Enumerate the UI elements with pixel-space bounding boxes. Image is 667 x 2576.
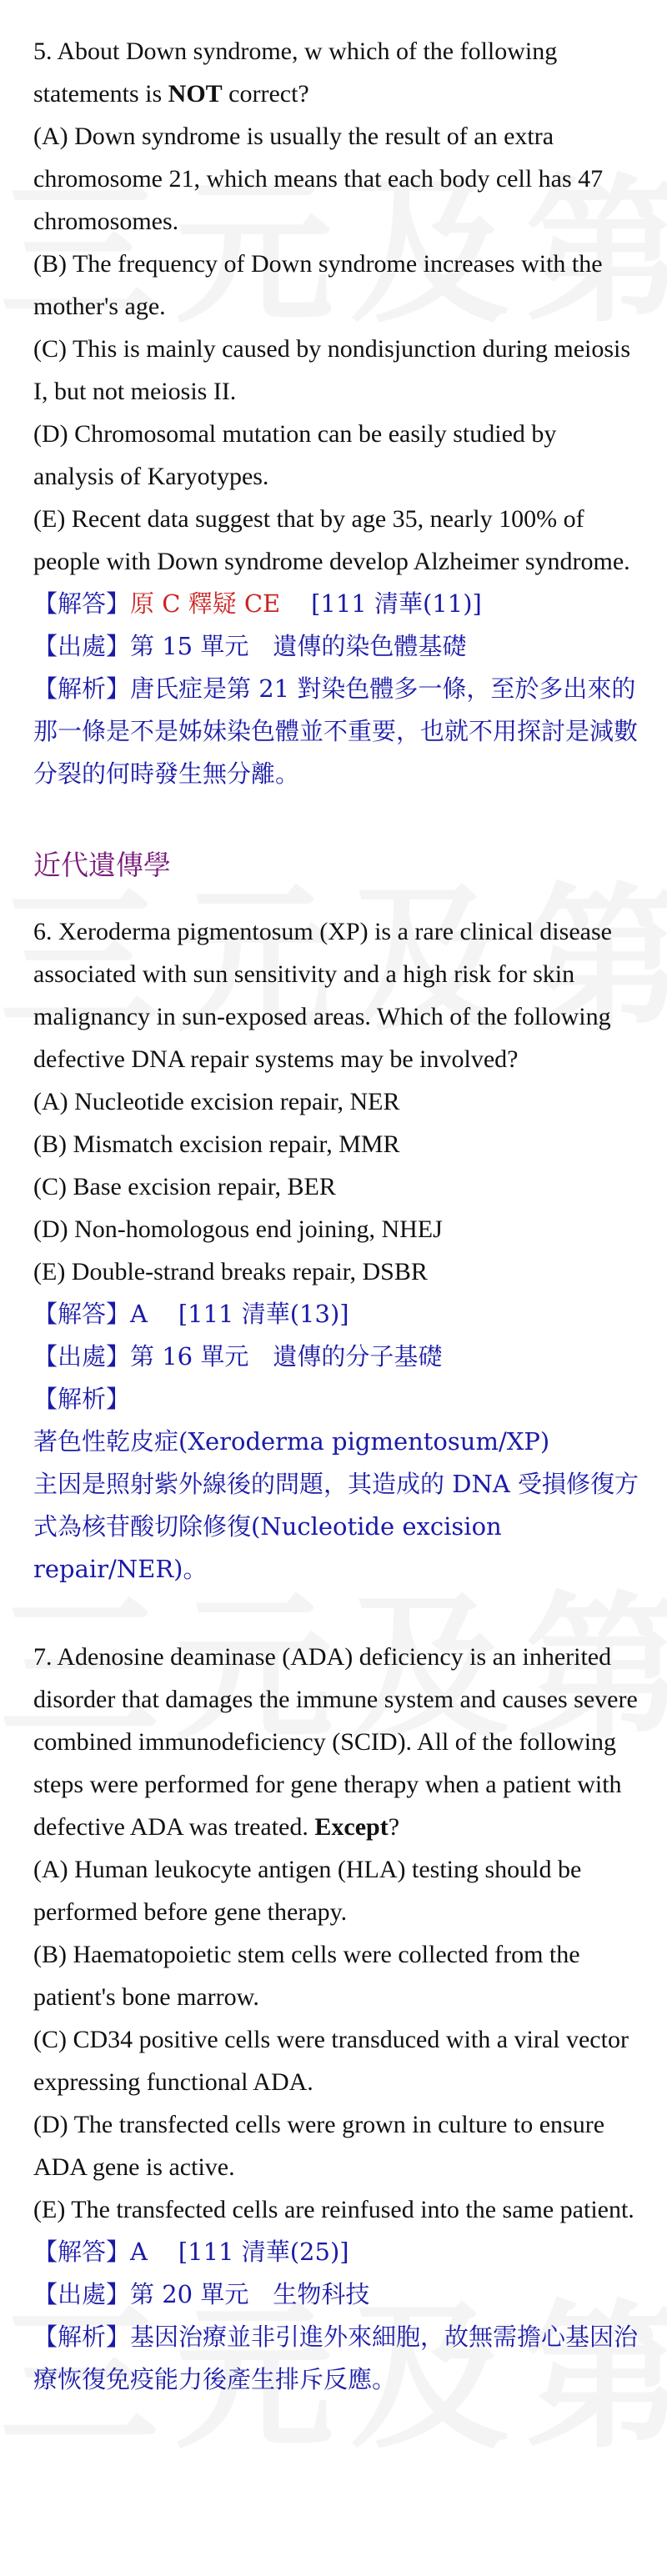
question-7 <box>33 1636 642 2401</box>
question-stem: 5. About Down syndrome, w which of the following statements is NOT correct? <box>33 38 558 108</box>
answer-value: 原 C 釋疑 CE <box>130 589 281 618</box>
option-d: (D) The transfected cells were grown in culture to ensure ADA gene is active. <box>33 2111 605 2181</box>
question-stem: 7. Adenosine deaminase (ADA) deficiency is an inherited disorder that damages the immune system and causes severe combined immunodeficiency (SCID). All of the following steps were performed for gene therapy when a patient with defective ADA was treated. Except? <box>33 1643 638 1841</box>
explanation: 【解析】基因治療並非引進外來細胞，故無需擔心基因治療恢復免疫能力後產生排斥反應。 <box>33 2323 639 2393</box>
option-a: (A) Down syndrome is usually the result of an extra chromosome 21, which means that each body cell has 47 chromosomes. <box>33 123 604 235</box>
answer-value: A <box>130 2238 148 2266</box>
option-c: (C) This is mainly caused by nondisjunction during meiosis I, but not meiosis II. <box>33 335 631 405</box>
explanation: 【解析】唐氏症是第 21 對染色體多一條，至於多出來的那一條是不是姊妹染色體並不重要，也就不用探討是減數分裂的何時發生無分離。 <box>33 674 639 788</box>
option-b: (B) Haematopoietic stem cells were collected from the patient's bone marrow. <box>33 1941 580 2011</box>
option-d: (D) Chromosomal mutation can be easily studied by analysis of Karyotypes. <box>33 420 557 490</box>
source-line: 【出處】第 15 單元 遺傳的染色體基礎 <box>33 632 467 660</box>
option-a: (A) Human leukocyte antigen (HLA) testing should be performed before gene therapy. <box>33 1856 582 1926</box>
question-5 <box>33 30 642 795</box>
option-b: (B) Mismatch excision repair, MMR <box>33 1130 400 1158</box>
option-e: (E) Recent data suggest that by age 35, nearly 100% of people with Down syndrome develop Alzheimer syndrome. <box>33 505 630 575</box>
explanation-label: 【解析】 <box>33 1385 131 1413</box>
question-stem: 6. Xeroderma pigmentosum (XP) is a rare clinical disease associated with sun sensitivity and a high risk for skin malignancy in sun-exposed areas. Which of the following defective DNA repair systems may be involved? <box>33 918 612 1073</box>
question-6 <box>33 910 642 1591</box>
explanation: 主因是照射紫外線後的問題，其造成的 DNA 受損修復方式為核苷酸切除修復(Nucleotide excision repair/NER)。 <box>33 1470 639 1583</box>
option-d: (D) Non-homologous end joining, NHEJ <box>33 1215 443 1243</box>
section-title: 近代遺傳學 <box>33 849 171 881</box>
source-line: 【出處】第 20 單元 生物科技 <box>33 2280 370 2308</box>
answer-value: A <box>130 1300 148 1328</box>
document-body <box>33 30 642 2446</box>
option-c: (C) Base excision repair, BER <box>33 1173 336 1200</box>
option-e: (E) The transfected cells are reinfused into the same patient. <box>33 2196 634 2223</box>
answer-line: 【解答】A [111 清華(13)] <box>33 1300 349 1328</box>
option-c: (C) CD34 positive cells were transduced with a viral vector expressing functional ADA. <box>33 2026 629 2096</box>
option-b: (B) The frequency of Down syndrome increases with the mother's age. <box>33 250 603 320</box>
option-e: (E) Double-strand breaks repair, DSBR <box>33 1258 428 1285</box>
option-a: (A) Nucleotide excision repair, NER <box>33 1088 400 1115</box>
source-line: 【出處】第 16 單元 遺傳的分子基礎 <box>33 1342 443 1371</box>
answer-line: 【解答】A [111 清華(25)] <box>33 2238 349 2266</box>
explanation-line: 著色性乾皮症(Xeroderma pigmentosum/XP) <box>33 1427 550 1456</box>
answer-line: 【解答】原 C 釋疑 CE [111 清華(11)] <box>33 589 482 618</box>
